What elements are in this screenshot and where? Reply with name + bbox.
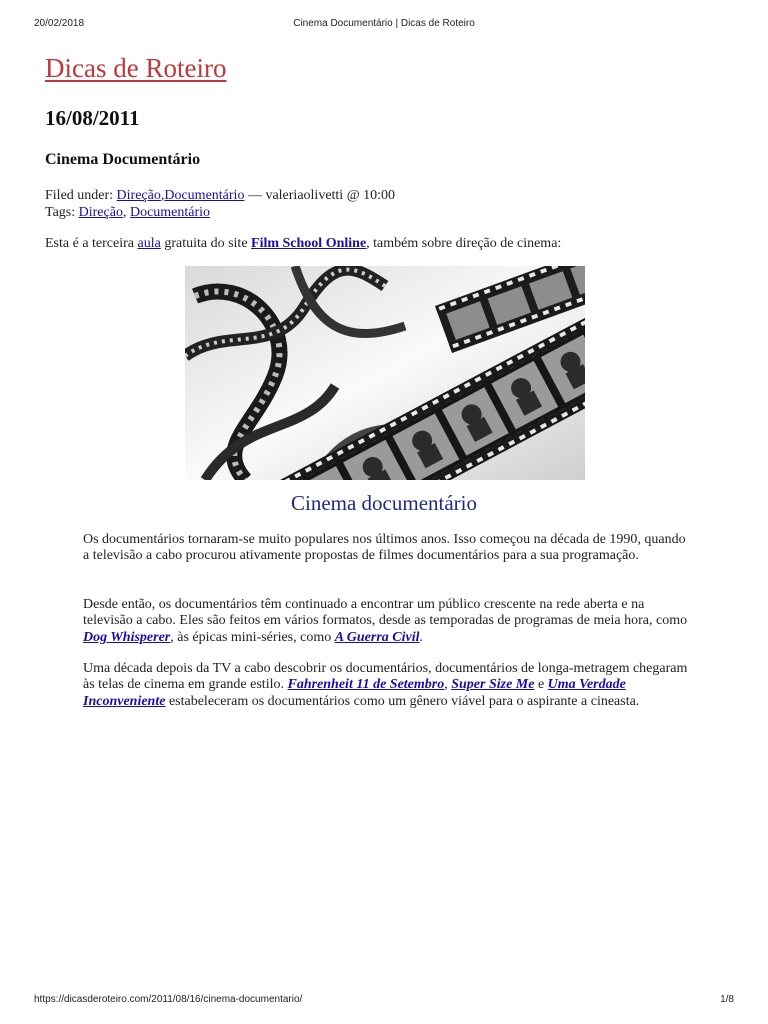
print-date: 20/02/2018 (34, 18, 85, 29)
print-page-title: Cinema Documentário | Dicas de Roteiro (293, 18, 475, 29)
category-separator: , (160, 188, 165, 203)
aula-link[interactable]: aula (137, 236, 161, 251)
paragraph-2 (83, 597, 688, 646)
p3-text-1: Uma década depois da TV a cabo descobrir os documentários, documentários de longa-metragem chegaram às telas de cinema em grande estilo. (83, 661, 688, 693)
post-author: valeriaolivetti (265, 188, 344, 203)
tags-label: Tags: (45, 205, 76, 220)
dog-whisperer-link[interactable]: Dog Whisperer (83, 629, 171, 645)
print-page-count: 1/8 (720, 994, 734, 1005)
filed-under-line (45, 187, 395, 204)
paragraph-3 (83, 661, 688, 710)
author-separator: — (244, 188, 266, 203)
p2-text-1: Desde então, os documentários têm continuado a encontrar um público crescente na rede aberta e na televisão a cabo. Eles são feitos em vários formatos, desde as temporadas de programas de meia hora, como (83, 597, 688, 629)
category-link-documentario[interactable]: Documentário (164, 188, 245, 203)
post-title: Cinema Documentário (45, 151, 201, 168)
tag-link-direcao[interactable]: Direção (78, 205, 123, 220)
a-guerra-civil-link[interactable]: A Guerra Civil (334, 629, 420, 645)
p3-text-3: e (534, 677, 548, 693)
film-strip-image (185, 266, 585, 480)
time-separator: @ (343, 188, 364, 203)
paragraph-1: Os documentários tornaram-se muito populares nos últimos anos. Isso começou na década de 1990, quando a televisão a cabo procurou ativamente propostas de filmes documentários para a sua programação. (83, 532, 686, 564)
intro-paragraph (45, 235, 725, 252)
intro-text-1: Esta é a terceira (45, 236, 138, 251)
post-date: 16/08/2011 (45, 106, 140, 130)
p2-text-2: , às épicas mini-séries, como (170, 629, 335, 645)
intro-text-3: , também sobre direção de cinema: (366, 236, 562, 251)
intro-text-2: gratuita do site (160, 236, 252, 251)
post-meta (45, 187, 395, 221)
fahrenheit-link[interactable]: Fahrenheit 11 de Setembro (287, 677, 445, 693)
film-strip-illustration (185, 266, 585, 480)
print-url: https://dicasderoteiro.com/2011/08/16/cinema-documentario/ (34, 994, 303, 1005)
p3-text-2: , (444, 677, 452, 693)
super-size-me-link[interactable]: Super Size Me (451, 677, 535, 693)
filed-under-label: Filed under: (45, 188, 114, 203)
tag-link-documentario[interactable]: Documentário (129, 205, 211, 220)
film-school-online-link[interactable]: Film School Online (251, 236, 367, 251)
p2-text-3: . (419, 629, 424, 645)
section-heading: Cinema documentário (290, 491, 478, 515)
site-title-link[interactable]: Dicas de Roteiro (45, 53, 227, 83)
category-link-direcao[interactable]: Direção (116, 188, 161, 203)
tags-line (45, 204, 395, 221)
tag-separator: , (122, 205, 130, 220)
post-time: 10:00 (363, 188, 395, 203)
p3-text-4: estabeleceram os documentários como um gênero viável para o aspirante a cineasta. (165, 693, 640, 709)
uma-verdade-inconveniente-link[interactable]: Uma Verdade Inconveniente (83, 677, 626, 709)
